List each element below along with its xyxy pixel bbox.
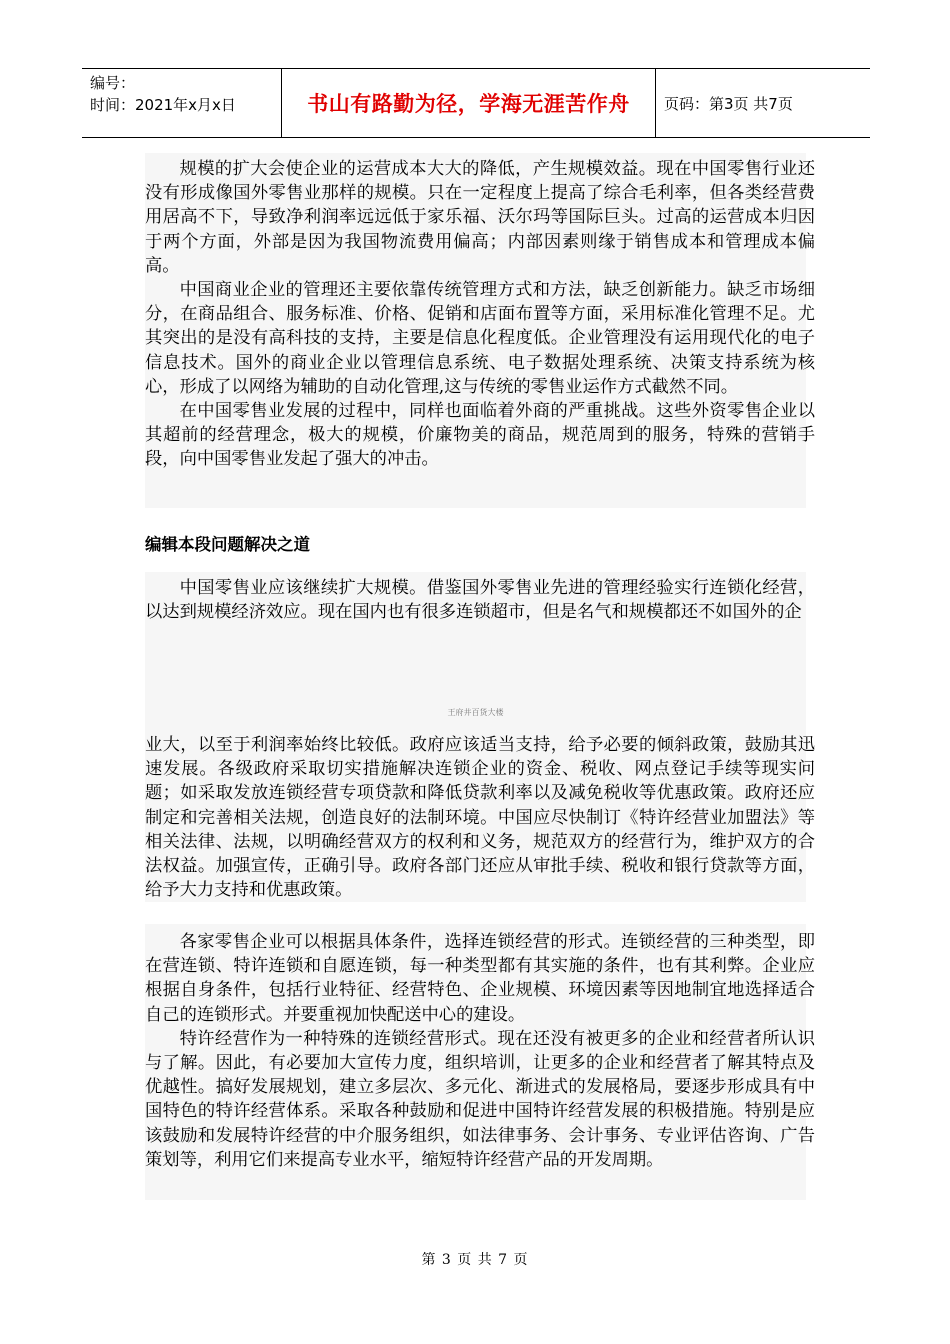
header-meta (82, 69, 282, 137)
page-code: 页码：第3页 共7页 (664, 94, 793, 113)
paragraph: 规模的扩大会使企业的运营成本大大的降低，产生规模效益。现在中国零售行业还没有形成像国外零售业那样的规模。只在一定程度上提高了综合毛利率，但各类经营费用居高不下，导致净利润率远远低于家乐福、沃尔玛等国际巨头。过高的运营成本归因于两个方面，外部是因为我国物流费用偏高；内部因素则缘于销售成本和管理成本偏高。 (145, 159, 815, 276)
paragraph: 各家零售企业可以根据具体条件，选择连锁经营的形式。连锁经营的三种类型，即在营连锁、特许连锁和自愿连锁，每一种类型都有其实施的条件，也有其利弊。企业应根据自身条件，包括行业特征、经营特色、企业规模、环境因素等因地制宜地选择适合自己的连锁形式。并要重视加快配送中心的建设。 (145, 932, 815, 1025)
paragraph: 中国商业企业的管理还主要依靠传统管理方式和方法，缺乏创新能力。缺乏市场细分，在商品组合、服务标准、价格、促销和店面布置等方面，采用标准化管理不足。尤其突出的是没有高科技的支持，主要是信息化程度低。企业管理没有运用现代化的电子信息技术。国外的商业企业以管理信息系统、电子数据处理系统、决策支持系统为核心，形成了以网络为辅助的自动化管理,这与传统的零售业运作方式截然不同。 (145, 280, 815, 397)
paragraph: 在中国零售业发展的过程中，同样也面临着外商的严重挑战。这些外资零售企业以其超前的经营理念，极大的规模，价廉物美的商品，规范周到的服务，特殊的营销手段，向中国零售业发起了强大的冲击。 (145, 401, 815, 470)
page-footer: 第 3 页 共 7 页 (421, 1252, 529, 1268)
time-label: 时间：2021年x月x日 (90, 96, 236, 114)
motto: 书山有路勤为径，学海无涯苦作舟 (282, 69, 656, 137)
image-caption: 王府井百货大楼 (447, 708, 504, 717)
paragraph: 中国零售业应该继续扩大规模。借鉴国外零售业先进的管理经验实行连锁化经营，以达到规模经济效应。现在国内也有很多连锁超市，但是名气和规模都还不如国外的企 (145, 578, 815, 623)
section-3 (145, 930, 815, 1172)
section-heading: 编辑本段问题解决之道 (145, 535, 310, 554)
section-2-part-2 (145, 733, 815, 902)
paragraph: 特许经营作为一种特殊的连锁经营形式。现在还没有被更多的企业和经营者所认识与了解。因此，有必要加大宣传力度，组织培训，让更多的企业和经营者了解其特点及优越性。搞好发展规划，建立多层次、多元化、渐进式的发展格局，要逐步形成具有中国特色的特许经营体系。采取各种鼓励和促进中国特许经营发展的积极措施。特别是应该鼓励和发展特许经营的中介服务组织，如法律事务、会计事务、专业评估咨询、广告策划等，利用它们来提高专业水平，缩短特许经营产品的开发周期。 (145, 1028, 815, 1170)
number-label: 编号： (90, 74, 136, 92)
section-1 (145, 157, 815, 472)
section-2-part-1 (145, 576, 815, 624)
document-header (82, 68, 870, 138)
paragraph-continued: 业大，以至于利润率始终比较低。政府应该适当支持，给予必要的倾斜政策，鼓励其迅速发展。各级政府采取切实措施解决连锁企业的资金、税收、网点登记手续等现实问题；如采取发放连锁经营专项贷款和降低贷款利率以及减免税收等优惠政策。政府还应制定和完善相关法规，创造良好的法制环境。中国应尽快制订《特许经营业加盟法》等相关法律、法规，以明确经营双方的权利和义务，规范双方的经营行为，维护双方的合法权益。加强宣传，正确引导。政府各部门还应从审批手续、税收和银行贷款等方面，给予大力支持和优惠政策。 (145, 735, 815, 901)
